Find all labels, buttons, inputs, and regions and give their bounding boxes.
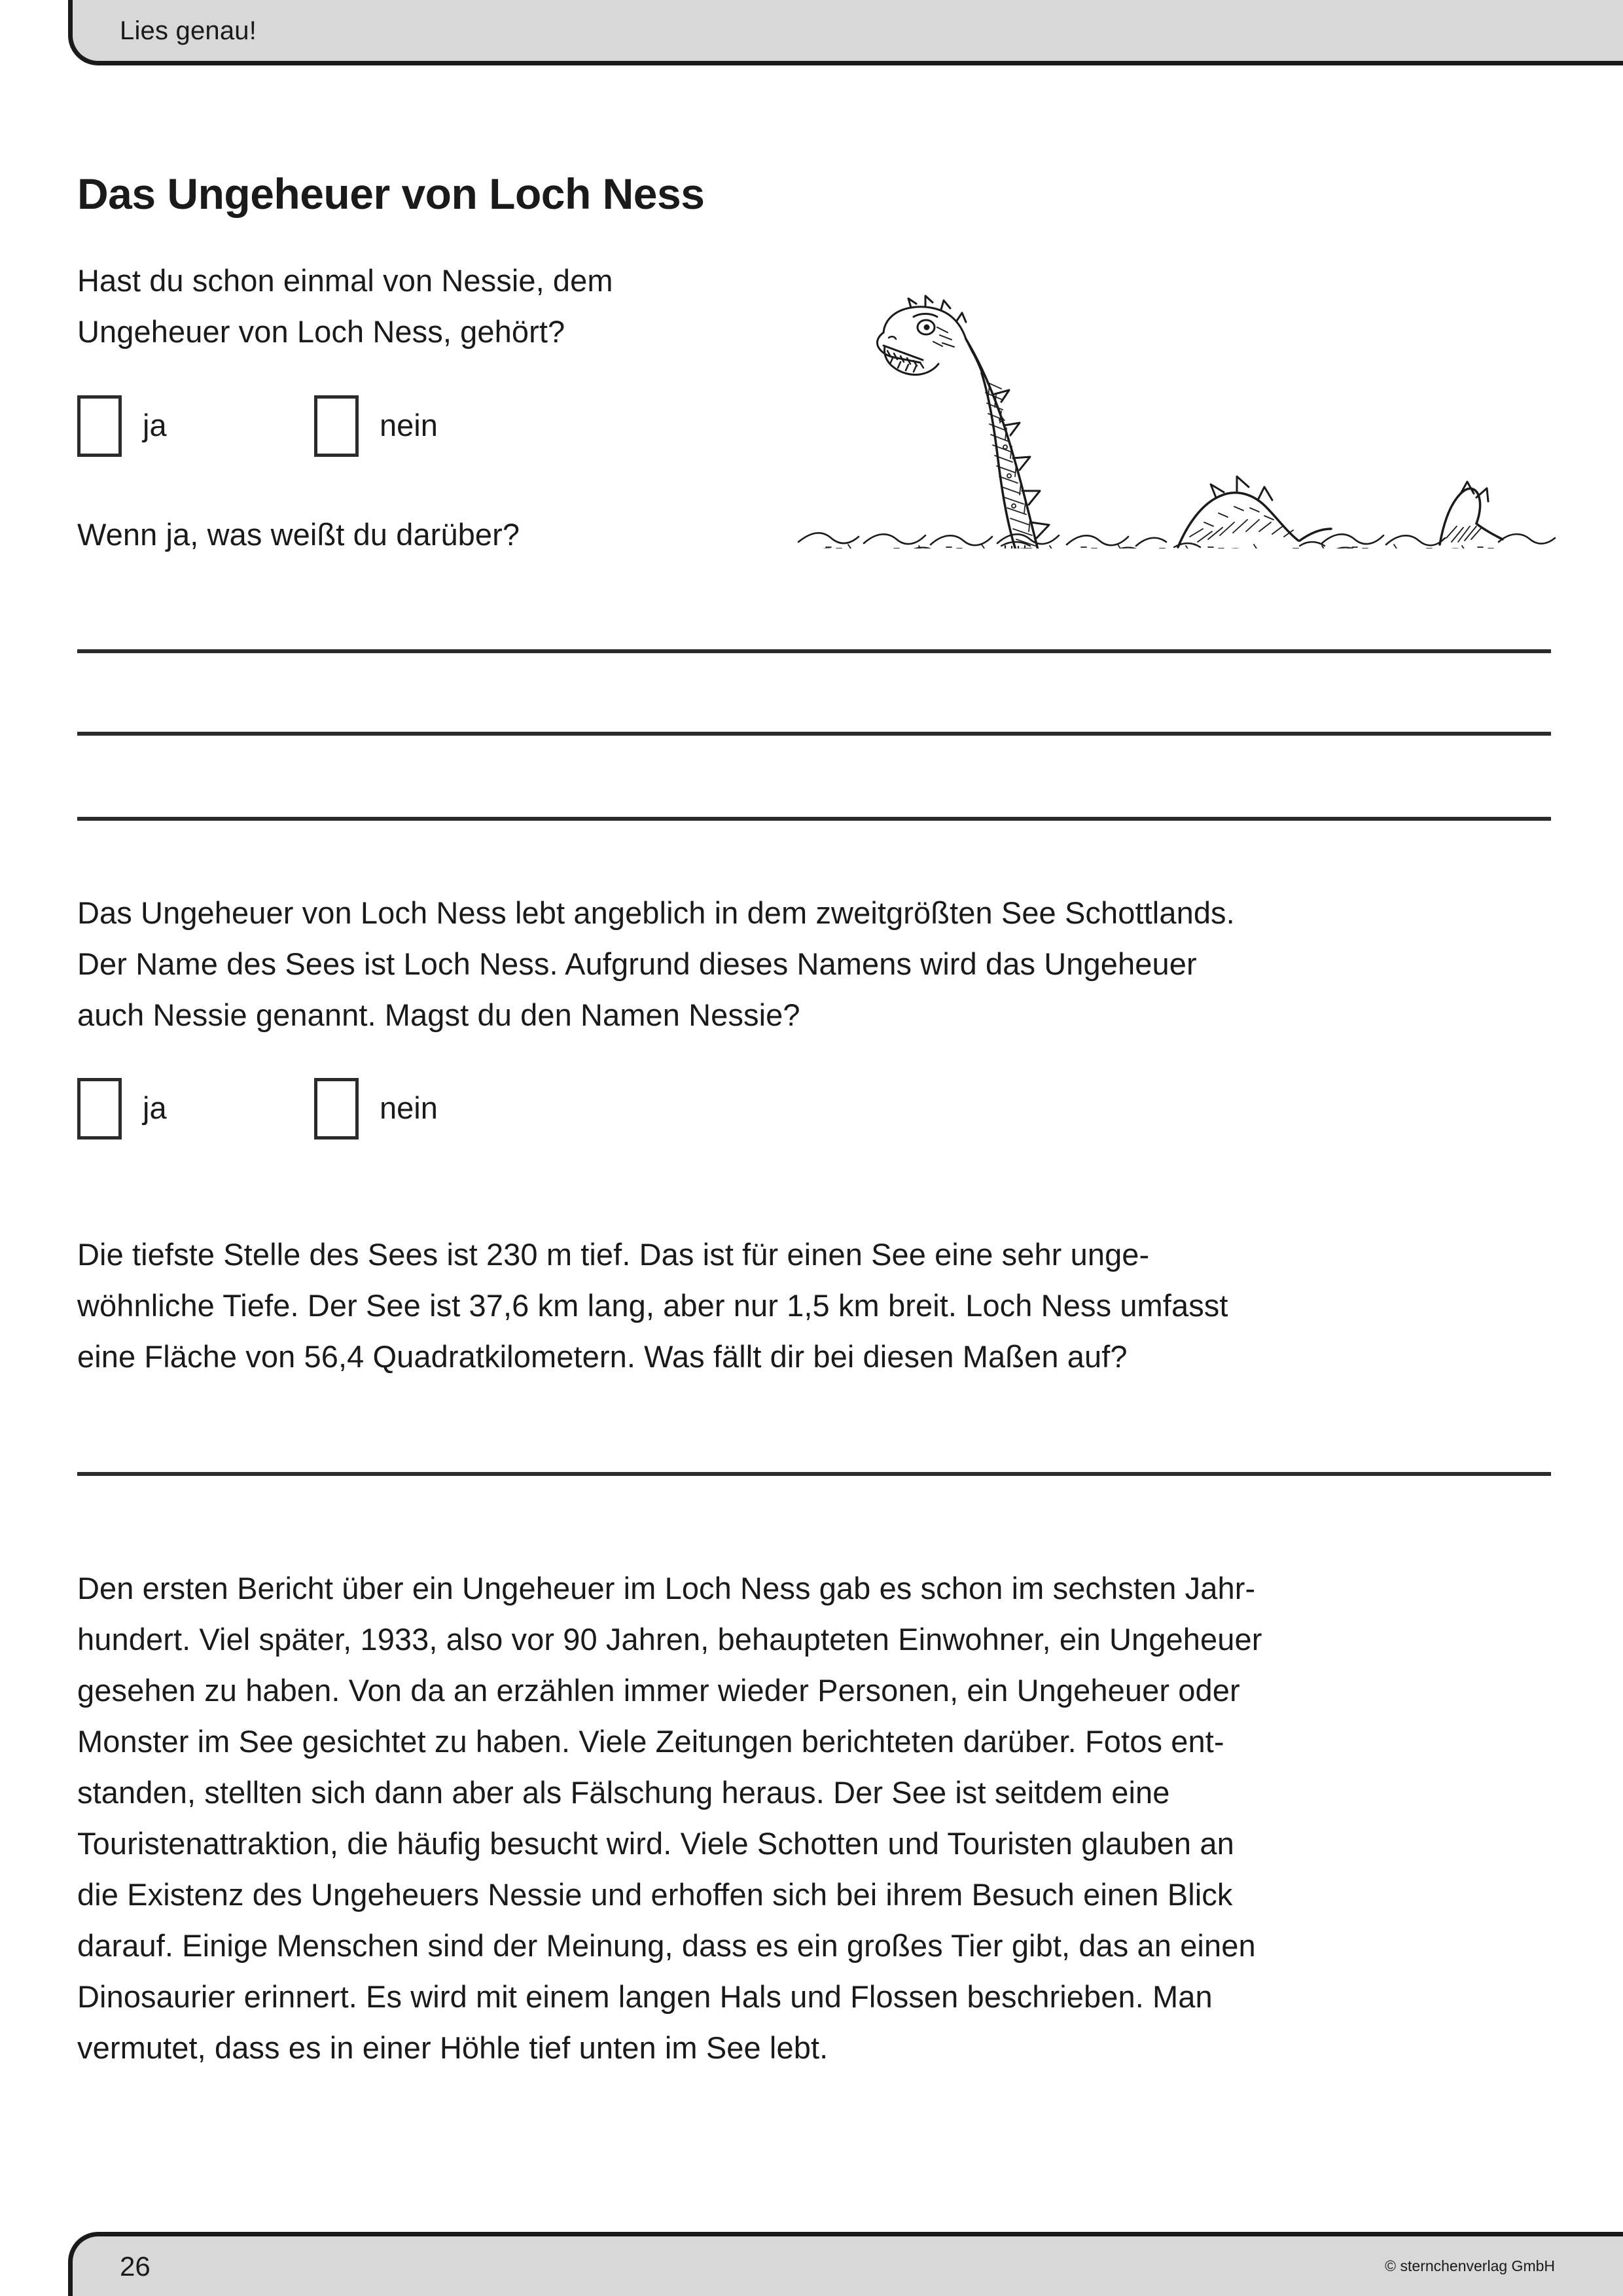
page-title: Das Ungeheuer von Loch Ness xyxy=(77,170,705,219)
footer-tab xyxy=(68,2232,1623,2296)
paragraph-3 xyxy=(77,1563,1551,2073)
paragraph-3-line-6: Touristenattraktion, die häufig besucht wird. Viele Schotten und Touristen glauben an xyxy=(77,1826,1234,1861)
question-1-text xyxy=(77,255,810,357)
checkbox-label-nein-2: nein xyxy=(380,1090,438,1125)
checkbox-nein-2[interactable] xyxy=(314,1078,359,1139)
checkbox-label-ja: ja xyxy=(143,407,167,442)
paragraph-1-line-1: Das Ungeheuer von Loch Ness lebt angeblich in dem zweitgrößten See Schottlands. xyxy=(77,895,1235,930)
checkbox-ja-2[interactable] xyxy=(77,1078,122,1139)
checkbox-label-ja-2: ja xyxy=(143,1090,167,1125)
paragraph-3-line-7: die Existenz des Ungeheuers Nessie und erhoffen sich bei ihrem Besuch einen Blick xyxy=(77,1877,1233,1912)
paragraph-2-line-3: eine Fläche von 56,4 Quadratkilometern. Was fällt dir bei diesen Maßen auf? xyxy=(77,1339,1128,1374)
question-1-line-1: Hast du schon einmal von Nessie, dem xyxy=(77,263,613,298)
prompt-1 xyxy=(77,509,810,560)
paragraph-1 xyxy=(77,888,1551,1041)
answer-line-1[interactable] xyxy=(77,649,1551,653)
paragraph-3-line-9: Dinosaurier erinnert. Es wird mit einem langen Hals und Flossen beschrieben. Man xyxy=(77,1979,1213,2014)
copyright-notice: © sternchenverlag GmbH xyxy=(1385,2257,1555,2274)
answer-line-2[interactable] xyxy=(77,732,1551,736)
loch-ness-monster-illustration xyxy=(785,254,1558,548)
checkbox-nein[interactable] xyxy=(314,395,359,457)
paragraph-2-line-2: wöhnliche Tiefe. Der See ist 37,6 km lang, aber nur 1,5 km breit. Loch Ness umfasst xyxy=(77,1288,1228,1323)
paragraph-2-line-1: Die tiefste Stelle des Sees ist 230 m tief. Das ist für einen See eine sehr unge- xyxy=(77,1237,1150,1272)
prompt-1-text: Wenn ja, was weißt du darüber? xyxy=(77,517,520,552)
checkbox-ja[interactable] xyxy=(77,395,122,457)
answer-line-3[interactable] xyxy=(77,817,1551,821)
page-number: 26 xyxy=(120,2250,151,2282)
paragraph-3-line-4: Monster im See gesichtet zu haben. Viele Zeitungen berichteten darüber. Fotos ent- xyxy=(77,1724,1224,1759)
question-2-option-nein[interactable] xyxy=(314,1077,438,1141)
question-1-option-nein[interactable] xyxy=(314,394,438,458)
paragraph-3-line-5: standen, stellten sich dann aber als Fälschung heraus. Der See ist seitdem eine xyxy=(77,1775,1170,1810)
checkbox-label-nein: nein xyxy=(380,407,438,442)
paragraph-3-line-10: vermutet, dass es in einer Höhle tief unten im See lebt. xyxy=(77,2030,829,2065)
question-2-option-ja[interactable] xyxy=(77,1077,167,1141)
answer-line-4[interactable] xyxy=(77,1472,1551,1476)
paragraph-1-line-3: auch Nessie genannt. Magst du den Namen Nessie? xyxy=(77,997,800,1032)
paragraph-1-line-2: Der Name des Sees ist Loch Ness. Aufgrund dieses Namens wird das Ungeheuer xyxy=(77,946,1197,981)
question-1-line-2: Ungeheuer von Loch Ness, gehört? xyxy=(77,314,565,349)
paragraph-3-line-1: Den ersten Bericht über ein Ungeheuer im Loch Ness gab es schon im sechsten Jahr- xyxy=(77,1571,1256,1605)
paragraph-3-line-3: gesehen zu haben. Von da an erzählen immer wieder Personen, ein Ungeheuer oder xyxy=(77,1673,1240,1708)
header-tab xyxy=(68,0,1623,65)
paragraph-3-line-2: hundert. Viel später, 1933, also vor 90 Jahren, behaupteten Einwohner, ein Ungeheuer xyxy=(77,1622,1262,1657)
paragraph-3-line-8: darauf. Einige Menschen sind der Meinung, dass es ein großes Tier gibt, das an einen xyxy=(77,1928,1256,1963)
paragraph-2 xyxy=(77,1229,1551,1382)
header-label: Lies genau! xyxy=(120,16,257,45)
question-1-option-ja[interactable] xyxy=(77,394,167,458)
